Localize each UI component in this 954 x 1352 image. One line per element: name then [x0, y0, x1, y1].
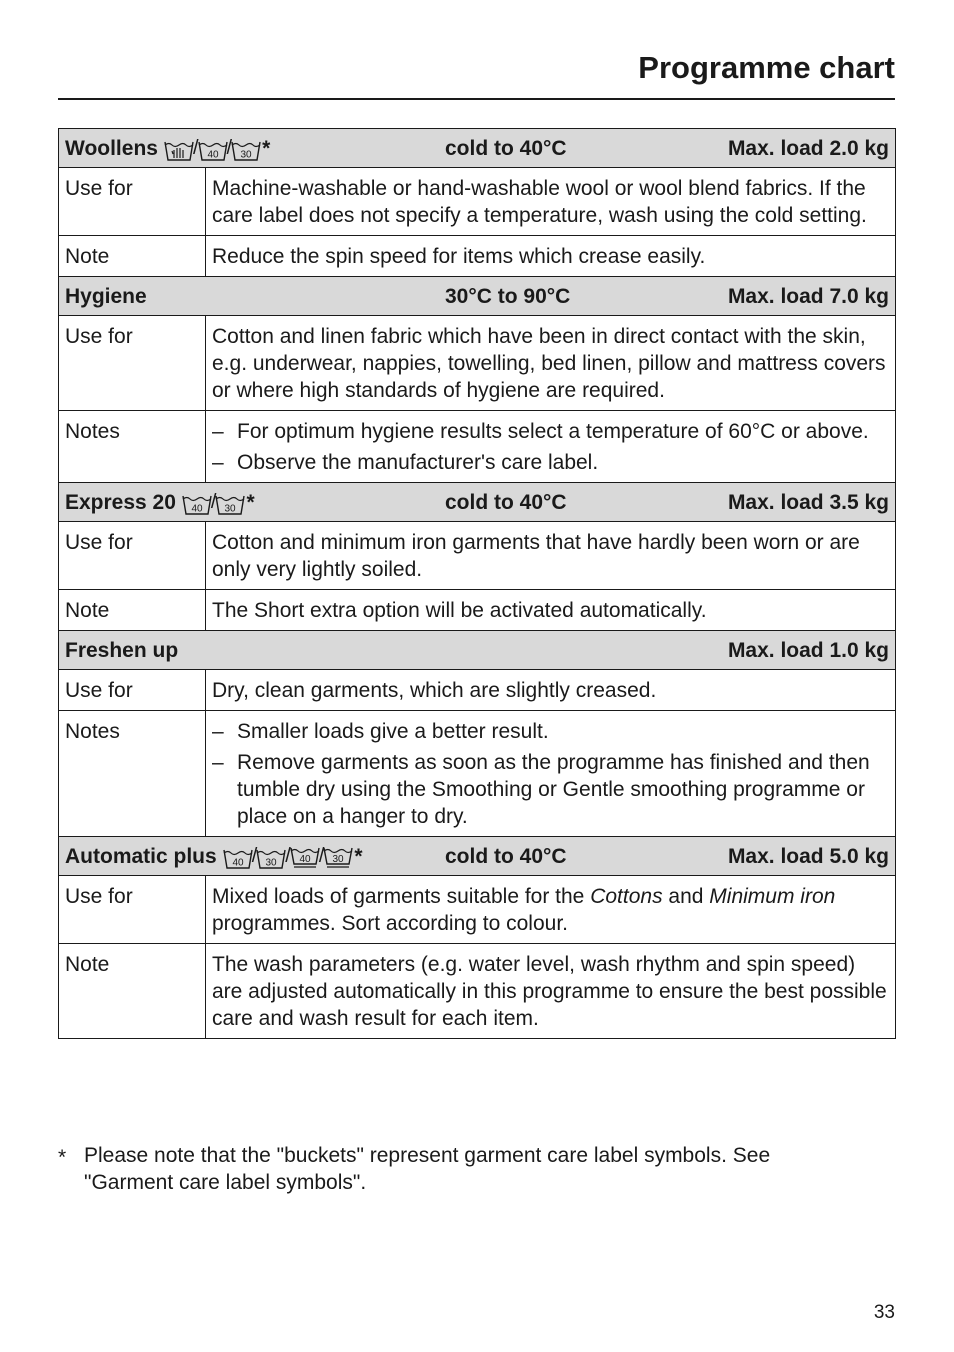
bullet-dash: –: [212, 751, 224, 774]
row-label: Note: [59, 236, 206, 277]
row-text: The Short extra option will be activated automatically.: [206, 590, 896, 631]
footnote-mark: *: [58, 1146, 67, 1169]
table-row: [59, 316, 896, 411]
table-row: [59, 944, 896, 1039]
list-item: – For optimum hygiene results select a temperature of 60°C or above.: [212, 420, 869, 443]
slash-separator: /: [285, 845, 291, 867]
wash-30-icon: [256, 848, 286, 870]
svg-text:30: 30: [265, 857, 277, 869]
table-row: [59, 711, 896, 837]
programme-reference: Cottons: [590, 885, 663, 908]
programme-reference: Minimum iron: [709, 885, 836, 908]
svg-text:40: 40: [232, 857, 244, 869]
programme-max-load: Max. load 5.0 kg: [727, 845, 889, 868]
table-row: [59, 876, 896, 944]
row-text: Dry, clean garments, which are slightly creased.: [206, 670, 896, 711]
programme-temperature: cold to 40°C: [445, 137, 567, 160]
list-item: – Remove garments as soon as the programme has finished and then tumble dry using the Smoothing or Gentle smoothing programme or place on a hanger to dry.: [212, 751, 870, 828]
row-text: Mixed loads of garments suitable for the Cottons and Minimum iron programmes. Sort according to colour.: [206, 876, 896, 944]
row-bullets: [206, 711, 896, 837]
wash-40-icon: [223, 848, 253, 870]
programme-temperature: cold to 40°C: [445, 491, 567, 514]
row-label: Use for: [59, 316, 206, 411]
programme-chart-table: [58, 128, 896, 1039]
asterisk: *: [246, 491, 255, 514]
svg-text:40: 40: [191, 503, 203, 515]
page-title: Programme chart: [638, 50, 895, 85]
programme-name: Woollens: [65, 137, 158, 160]
svg-text:30: 30: [240, 149, 252, 161]
row-label: Use for: [59, 168, 206, 236]
hand-wash-icon: [164, 140, 194, 162]
programme-temperature: 30°C to 90°C: [445, 285, 571, 308]
page-number: 33: [873, 1302, 895, 1323]
svg-text:30: 30: [332, 854, 344, 865]
programme-temperature: cold to 40°C: [445, 845, 567, 868]
programme-header-freshen-up: [59, 631, 896, 670]
bullet-dash: –: [212, 451, 224, 474]
slash-separator: /: [192, 137, 199, 159]
wash-40-icon: [198, 140, 228, 162]
wash-30-icon: [215, 494, 245, 516]
wash-40-icon: [182, 494, 212, 516]
row-label: Use for: [59, 876, 206, 944]
list-item: – Smaller loads give a better result.: [212, 720, 549, 743]
row-label: Note: [59, 590, 206, 631]
programme-header-automatic-plus: [59, 837, 896, 876]
row-text: Cotton and linen fabric which have been in direct contact with the skin, e.g. underwear, nappies, towelling, bed linen, pillow and mattress covers or where high standards of hygiene are required.: [206, 316, 896, 411]
footnote: [58, 1142, 858, 1196]
row-label: Use for: [59, 670, 206, 711]
row-label: Notes: [59, 411, 206, 483]
care-symbols: [223, 843, 363, 870]
svg-text:40: 40: [206, 149, 219, 161]
programme-header-express-20: [59, 483, 896, 522]
row-bullets: [206, 411, 896, 483]
bullet-dash: –: [212, 720, 224, 743]
row-text: Machine-washable or hand-washable wool or wool blend fabrics. If the care label does not specify a temperature, wash using the cold setting.: [206, 168, 896, 236]
slash-separator: /: [251, 845, 258, 867]
footnote-text: Please note that the "buckets" represent garment care label symbols. See "Garment care label symbols".: [84, 1144, 771, 1194]
svg-text:30: 30: [224, 503, 237, 515]
slash-separator: /: [318, 845, 325, 867]
care-symbols: [182, 489, 255, 516]
care-symbols: [164, 135, 270, 162]
programme-max-load: Max. load 2.0 kg: [727, 137, 889, 160]
row-text: The wash parameters (e.g. water level, wash rhythm and spin speed) are adjusted automatically in this programme to ensure the best possible care and wash result for each item.: [206, 944, 896, 1039]
wash-30-gentle-icon: [323, 846, 353, 870]
asterisk: *: [354, 845, 363, 868]
table-row: [59, 236, 896, 277]
bullet-dash: –: [212, 420, 224, 443]
programme-header-woollens: [59, 129, 896, 168]
row-text: Reduce the spin speed for items which crease easily.: [206, 236, 896, 277]
programme-header-hygiene: [59, 277, 896, 316]
row-label: Note: [59, 944, 206, 1039]
programme-name: Automatic plus: [65, 845, 217, 868]
table-row: [59, 168, 896, 236]
programme-name: Express 20: [65, 491, 176, 514]
slash-separator: /: [226, 137, 233, 159]
svg-text:40: 40: [299, 854, 311, 865]
row-text: Cotton and minimum iron garments that have hardly been worn or are only very lightly soiled.: [206, 522, 896, 590]
wash-30-icon: [231, 140, 261, 162]
table-row: [59, 522, 896, 590]
slash-separator: /: [210, 491, 217, 513]
table-row: [59, 670, 896, 711]
row-label: Notes: [59, 711, 206, 837]
asterisk: *: [262, 137, 271, 160]
programme-name: Hygiene: [65, 285, 147, 308]
programme-max-load: Max. load 7.0 kg: [727, 285, 889, 308]
table-row: [59, 590, 896, 631]
row-label: Use for: [59, 522, 206, 590]
programme-name: Freshen up: [65, 639, 179, 662]
programme-max-load: Max. load 3.5 kg: [727, 491, 889, 514]
list-item: – Observe the manufacturer's care label.: [212, 451, 599, 474]
wash-40-gentle-icon: [290, 846, 320, 870]
title-divider: [58, 98, 895, 100]
programme-max-load: Max. load 1.0 kg: [727, 639, 889, 662]
table-row: [59, 411, 896, 483]
